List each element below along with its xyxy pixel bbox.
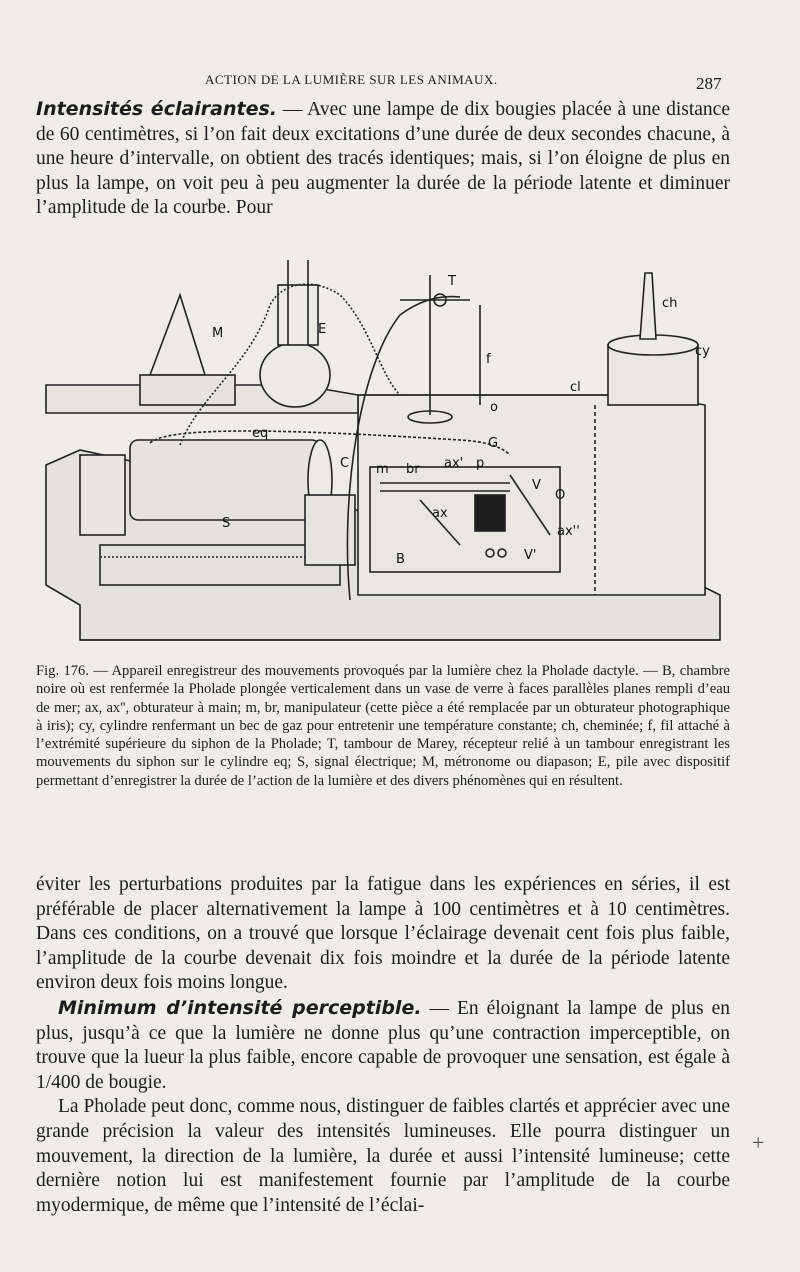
label-eq: eq (252, 426, 269, 441)
label-O: O (555, 488, 566, 503)
figure-caption (36, 662, 730, 790)
label-S: S (222, 516, 231, 531)
label-cl: cl (570, 380, 581, 395)
paragraph-eviter: éviter les perturbations produites par la fatigue dans les expériences en séries, il est préférable de placer alternativement la lampe à 100 centimètres et à 10 centimètres. Dans ces conditions, on a trouvé que lorsque l’éclairage devenait cent fois plus faible, l’amplitude de la courbe devenait dix fois moindre et la durée de la période latente environ deux fois moins longue. (36, 874, 730, 994)
label-ax-double-prime: ax'' (557, 524, 580, 539)
paragraph-pholade: La Pholade peut donc, comme nous, distinguer de faibles clartés et apprécier avec une grande précision la valeur des intensités lumineuses. Elle pourra distinguer un mouvement, la direction de la lumière, la durée et aussi l’intensité lumineuse; cette dernière notion lui est manifestement fournie par l’amplitude de la courbe myodermique, de même que l’intensité de l’éclai- (36, 1096, 730, 1216)
label-V: V (532, 478, 541, 493)
label-ax: ax (432, 506, 448, 521)
paragraph-text: — En éloignant la lampe de plus en plus, jusqu’à ce que la lumière ne donne plus qu’une contraction imperceptible, on trouve que la lueur la plus faible, encore capable de provoquer une sensation, est égale à 1/400 de bougie. (36, 997, 730, 1093)
label-f: f (486, 352, 491, 367)
running-head: ACTION DE LA LUMIÈRE SUR LES ANIMAUX. (205, 72, 498, 87)
label-ax-prime: ax' (444, 456, 464, 471)
label-B: B (396, 552, 405, 567)
label-C: C (340, 456, 350, 471)
label-G: G (488, 436, 499, 451)
label-V-prime: V' (524, 548, 537, 563)
label-T: T (448, 274, 456, 289)
body-text-bottom (36, 873, 730, 1218)
apparatus-illustration (40, 245, 730, 645)
label-m: m (376, 462, 389, 477)
label-M: M (212, 326, 224, 341)
paragraph-minimum (36, 996, 730, 1095)
label-br: br (406, 462, 420, 477)
figure-apparatus (40, 245, 730, 645)
label-ch: ch (662, 296, 678, 311)
figure-number: Fig. 176. (36, 663, 90, 679)
section-title-intensites: Intensités éclairantes. (36, 98, 278, 120)
margin-note: + (752, 1130, 765, 1155)
paragraph-text: — Avec une lampe de dix bougies placée à une distance de 60 centimètres, si l’on fait deux excitations d’une durée de deux secondes chacune, à une heure d’intervalle, on obtient des tracés identiques; mais, si l’on éloigne de plus en plus la lampe, on voit peu à peu augmenter la durée de la période latente et diminuer l’amplitude de la courbe. Pour (36, 99, 730, 219)
caption-text: — Appareil enregistreur des mouvements provoqués par la lumière chez la Pholade dactyle. — B, chambre noire où est renfermée la Pholade plongée verticalement dans un vase de verre à faces parallèles planes rempli d’eau de mer; ax, ax'', obturateur à main; m, br, manipulateur (cette pièce a été remplacée par un obturateur photographique à iris); cy, cylindre renfermant un bec de gaz pour entretenir une température constante; ch, cheminée; f, fil attaché à l’extrémité supérieure du siphon de la Pholade; T, tambour de Marey, récepteur relié à un tambour enregistrant les mouvements du siphon sur le cylindre eq; S, signal électrique; M, métronome ou diapason; E, pile avec dispositif permettant d’enregistrer la durée de l’action de la lumière et des divers phénomènes qui en résultent. (36, 663, 730, 789)
label-cy: cy (695, 344, 710, 359)
label-p: p (476, 456, 485, 471)
section-title-minimum: Minimum d’intensité perceptible. (58, 996, 422, 1019)
page-number: 287 (696, 74, 722, 93)
label-E: E (318, 322, 327, 337)
label-o: o (490, 400, 498, 415)
paragraph-intensites (36, 97, 730, 221)
